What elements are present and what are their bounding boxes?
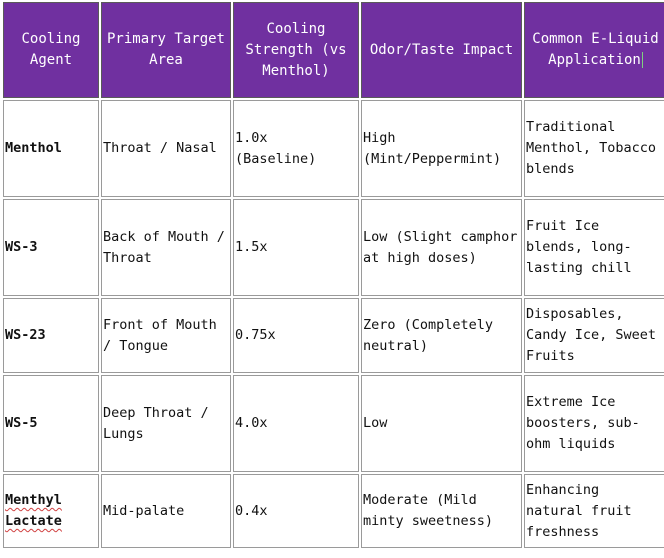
cell-application[interactable]: Extreme Ice boosters, sub-ohm liquids xyxy=(524,375,664,472)
cell-target[interactable]: Mid-palate xyxy=(101,474,231,548)
header-odor-taste-impact[interactable]: Odor/Taste Impact xyxy=(361,2,522,98)
table-row xyxy=(3,375,664,472)
cell-agent[interactable]: WS-3 xyxy=(3,199,99,296)
cell-application[interactable]: Disposables, Candy Ice, Sweet Fruits xyxy=(524,298,664,373)
text-cursor xyxy=(642,52,643,68)
cell-target[interactable]: Deep Throat / Lungs xyxy=(101,375,231,472)
cell-strength[interactable]: 4.0x xyxy=(233,375,359,472)
header-primary-target-area[interactable]: Primary Target Area xyxy=(101,2,231,98)
cell-impact[interactable]: Zero (Completely neutral) xyxy=(361,298,522,373)
cell-application[interactable]: Traditional Menthol, Tobacco blends xyxy=(524,100,664,197)
header-row xyxy=(3,2,664,98)
table-row xyxy=(3,100,664,197)
table-row xyxy=(3,298,664,373)
cell-strength[interactable]: 0.4x xyxy=(233,474,359,548)
cell-agent-text: Menthyl Lactate xyxy=(5,492,62,529)
cell-agent[interactable] xyxy=(3,474,99,548)
cell-strength[interactable]: 1.5x xyxy=(233,199,359,296)
cell-impact[interactable]: Low xyxy=(361,375,522,472)
cell-target[interactable]: Front of Mouth / Tongue xyxy=(101,298,231,373)
cell-strength[interactable]: 0.75x xyxy=(233,298,359,373)
cell-agent[interactable]: WS-23 xyxy=(3,298,99,373)
table-row xyxy=(3,199,664,296)
cooling-agents-table xyxy=(1,0,664,550)
cell-impact[interactable]: Low (Slight camphor at high doses) xyxy=(361,199,522,296)
cell-agent[interactable]: Menthol xyxy=(3,100,99,197)
cell-impact[interactable]: Moderate (Mild minty sweetness) xyxy=(361,474,522,548)
cell-strength[interactable]: 1.0x (Baseline) xyxy=(233,100,359,197)
header-cooling-agent[interactable]: Cooling Agent xyxy=(3,2,99,98)
header-cooling-strength[interactable]: Cooling Strength (vs Menthol) xyxy=(233,2,359,98)
cell-impact[interactable]: High (Mint/Peppermint) xyxy=(361,100,522,197)
cell-target[interactable]: Back of Mouth / Throat xyxy=(101,199,231,296)
cell-application[interactable]: Enhancing natural fruit freshness xyxy=(524,474,664,548)
table-row xyxy=(3,474,664,548)
cell-application[interactable]: Fruit Ice blends, long-lasting chill xyxy=(524,199,664,296)
cell-agent[interactable]: WS-5 xyxy=(3,375,99,472)
cell-target[interactable]: Throat / Nasal xyxy=(101,100,231,197)
header-common-application-label: Common E-Liquid Application xyxy=(532,31,659,68)
header-common-application[interactable] xyxy=(524,2,664,98)
